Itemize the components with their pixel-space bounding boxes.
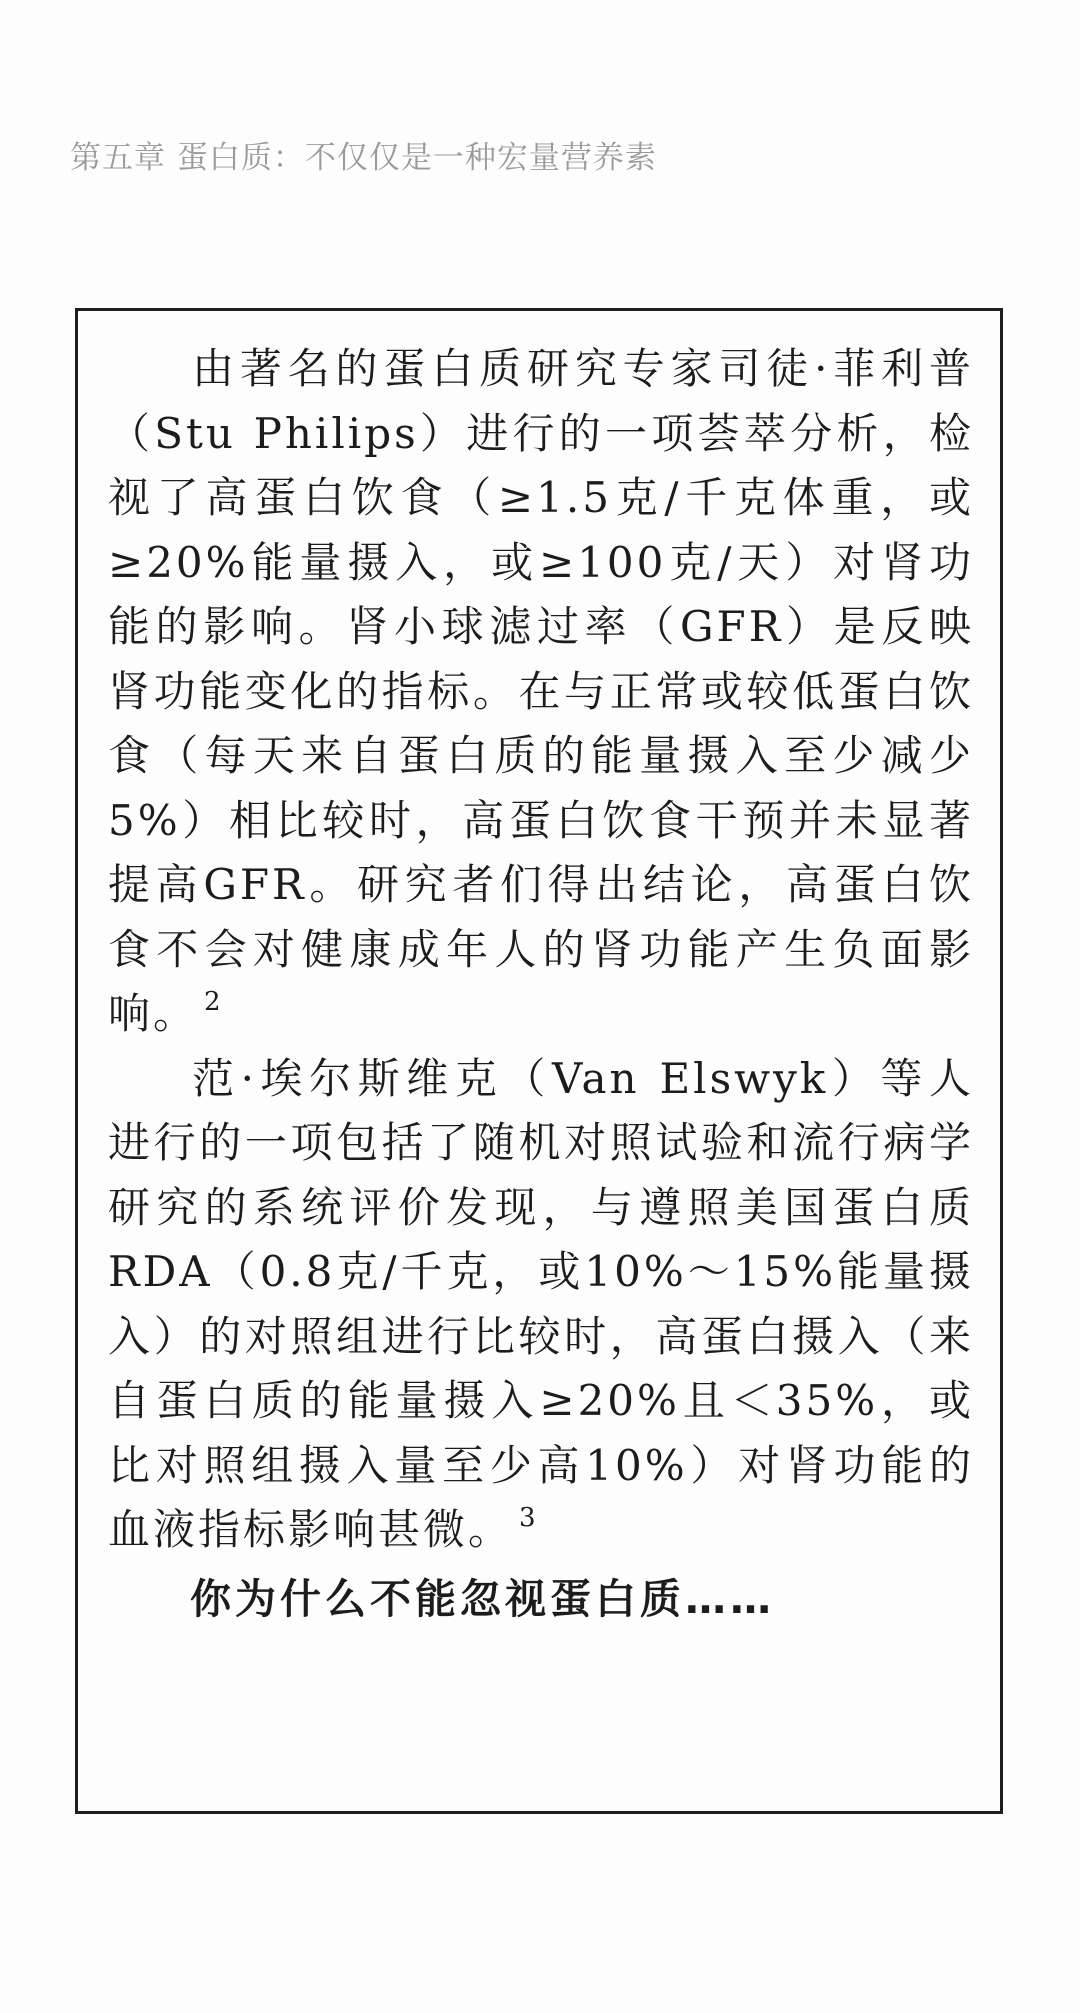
paragraph-text: 由著名的蛋白质研究专家司徒·菲利普（Stu Philips）进行的一项荟萃分析，检视了高蛋白饮食（≥1.5克/千克体重，或≥20%能量摄入，或≥100克/天）对肾功能的影响。肾小球滤过率（GFR）是反映肾功能变化的指标。在与正常或较低蛋白饮食（每天来自蛋白质的能量摄入至少减少5%）相比较时，高蛋白饮食干预并未显著提高GFR。研究者们得出结论，高蛋白饮食不会对健康成年人的肾功能产生负面影响。 — [108, 344, 974, 1038]
chapter-title: 第五章 蛋白质：不仅仅是一种宏量营养素 — [70, 140, 657, 176]
footnote-marker[interactable]: 3 — [519, 1503, 539, 1533]
paragraph-van-elswyk-review — [108, 1047, 974, 1563]
section-heading: 你为什么不能忽视蛋白质…… — [190, 1574, 775, 1623]
paragraph-philips-meta-analysis — [108, 337, 974, 1047]
paragraph-text: 范·埃尔斯维克（Van Elswyk）等人进行的一项包括了随机对照试验和流行病学研究的系统评价发现，与遵照美国蛋白质RDA（0.8克/千克，或10%～15%能量摄入）的对照组进行比较时，高蛋白摄入（来自蛋白质的能量摄入≥20%且＜35%，或比对照组摄入量至少高10%）对肾功能的血液指标影响甚微。 — [108, 1053, 974, 1554]
sidebar-box — [75, 308, 1003, 1814]
footnote-marker[interactable]: 2 — [204, 987, 224, 1017]
